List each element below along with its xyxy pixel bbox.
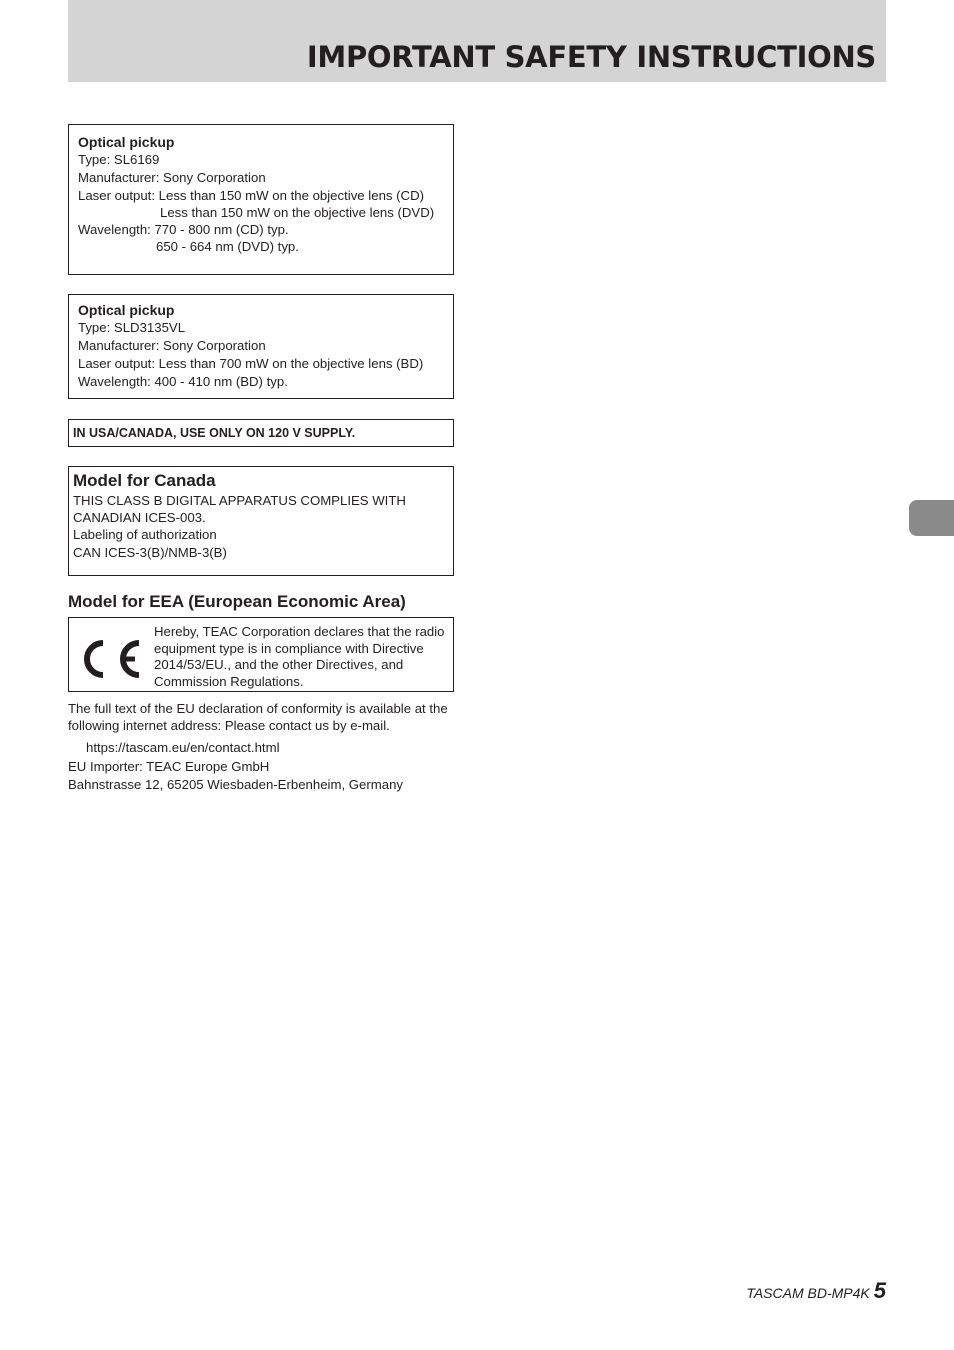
canada-labeling: Labeling of authorization: [73, 527, 217, 542]
pickup2-manufacturer: Manufacturer: Sony Corporation: [78, 338, 266, 353]
page-footer: [746, 1278, 886, 1304]
pickup1-wavelength-line-1: Wavelength: 770 - 800 nm (CD) typ.: [78, 222, 289, 237]
pickup2-wavelength: Wavelength: 400 - 410 nm (BD) typ.: [78, 374, 288, 389]
importer-block: [68, 758, 458, 794]
footer-model: TASCAM BD-MP4K: [746, 1285, 870, 1301]
canada-code: CAN ICES-3(B)/NMB-3(B): [73, 545, 227, 560]
pickup2-type: Type: SLD3135VL: [78, 320, 186, 335]
pickup1-type: Type: SL6169: [78, 152, 160, 167]
optical-pickup-box-2: [68, 294, 454, 399]
pickup2-laser: Laser output: Less than 700 mW on the objective lens (BD): [78, 356, 424, 371]
importer-address: Bahnstrasse 12, 65205 Wiesbaden-Erbenheim, Germany: [68, 777, 403, 792]
ce-declaration-text: Hereby, TEAC Corporation declares that the radio equipment type is in compliance with Directive 2014/53/EU., and the other Directives, and Commission Regulations.: [154, 624, 445, 689]
ce-declaration-box: [68, 617, 454, 692]
ce-mark-icon: [77, 635, 143, 683]
conformity-text: The full text of the EU declaration of conformity is available at the following internet address: Please contact us by e-mail.: [68, 701, 448, 733]
pickup1-laser-line-2: Less than 150 mW on the objective lens (DVD): [160, 205, 435, 220]
pickup1-heading: Optical pickup: [78, 134, 175, 150]
pickup1-wavelength-line-2: 650 - 664 nm (DVD) typ.: [156, 239, 299, 254]
eea-heading: Model for EEA (European Economic Area): [68, 592, 406, 611]
page-number: 5: [873, 1278, 886, 1303]
pickup2-heading: Optical pickup: [78, 302, 175, 318]
canada-heading: Model for Canada: [73, 471, 216, 490]
canada-compliance: THIS CLASS B DIGITAL APPARATUS COMPLIES WITH CANADIAN ICES-003.: [73, 493, 406, 525]
canada-box: [68, 466, 454, 576]
optical-pickup-box-1: [68, 124, 454, 275]
supply-notice: IN USA/CANADA, USE ONLY ON 120 V SUPPLY.: [73, 426, 356, 440]
page-title: IMPORTANT SAFETY INSTRUCTIONS: [306, 40, 876, 74]
section-tab: [909, 500, 954, 536]
contact-url: https://tascam.eu/en/contact.html: [86, 740, 280, 755]
importer-name: EU Importer: TEAC Europe GmbH: [68, 759, 270, 774]
pickup1-manufacturer: Manufacturer: Sony Corporation: [78, 170, 266, 185]
header-band: [68, 0, 886, 82]
pickup1-laser-line-1: Laser output: Less than 150 mW on the objective lens (CD): [78, 188, 424, 203]
supply-notice-box: [68, 419, 454, 447]
